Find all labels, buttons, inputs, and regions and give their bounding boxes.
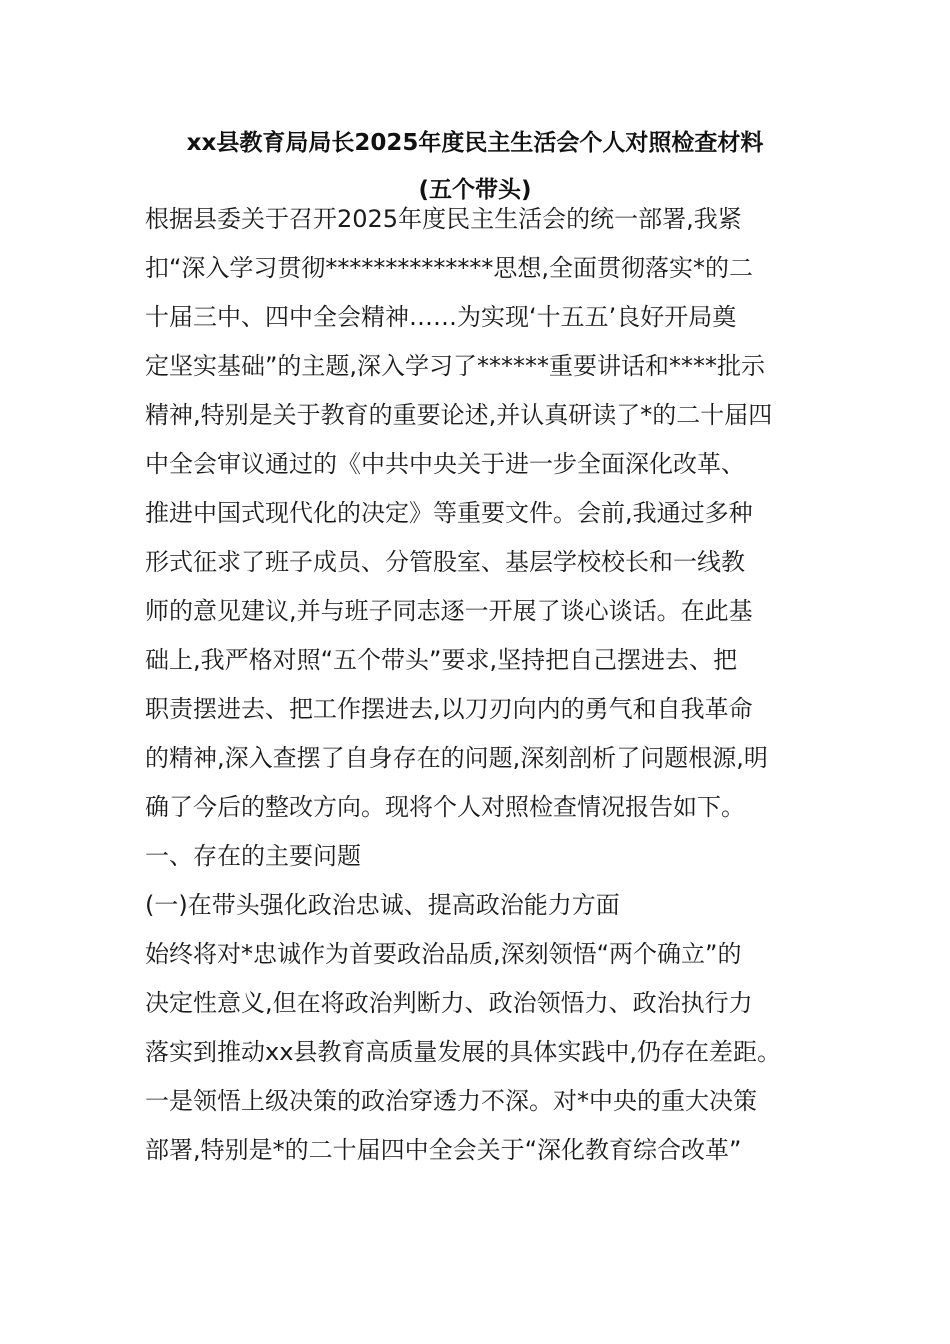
body-line: 推进中国式现代化的决定》等重要文件。会前,我通过多种 (145, 499, 753, 527)
body-line: 师的意见建议,并与班子同志逐一开展了谈心谈话。在此基 (145, 597, 753, 625)
body-line: 中全会审议通过的《中共中央关于进一步全面深化改革、 (145, 450, 745, 478)
body-line: 落实到推动xx县教育高质量发展的具体实践中,仍存在差距。 (145, 1038, 782, 1066)
body-line: 根据县委关于召开2025年度民主生活会的统一部署,我紧 (145, 205, 742, 233)
document-body (145, 195, 825, 1175)
body-line: 定坚实基础”的主题,深入学习了******重要讲话和****批示 (145, 352, 766, 380)
body-line: 扣“深入学习贯彻**************思想,全面贯彻落实*的二 (145, 254, 754, 282)
body-line: 部署,特别是*的二十届四中全会关于“深化教育综合改革” (145, 1136, 742, 1164)
body-line: 十届三中、四中全会精神……为实现‘十五五’良好开局奠 (145, 303, 737, 331)
body-line: 的精神,深入查摆了自身存在的问题,深刻剖析了问题根源,明 (145, 744, 768, 772)
document-title: xx县教育局局长2025年度民主生活会个人对照检查材料 (186, 130, 764, 156)
body-line: 决定性意义,但在将政治判断力、政治领悟力、政治执行力 (145, 989, 753, 1017)
subsection-heading: (一)在带头强化政治忠诚、提高政治能力方面 (145, 891, 620, 919)
document-subtitle: (五个带头) (418, 177, 532, 203)
body-line: 形式征求了班子成员、分管股室、基层学校校长和一线教 (145, 548, 745, 576)
body-line: 职责摆进去、把工作摆进去,以刀刃向内的勇气和自我革命 (145, 695, 753, 723)
body-line: 始终将对*忠诚作为首要政治品质,深刻领悟“两个确立”的 (145, 940, 742, 968)
body-line: 一是领悟上级决策的政治穿透力不深。对*中央的重大决策 (145, 1087, 757, 1115)
body-line: 精神,特别是关于教育的重要论述,并认真研读了*的二十届四 (145, 401, 773, 429)
body-line: 确了今后的整改方向。现将个人对照检查情况报告如下。 (145, 793, 745, 821)
section-heading: 一、存在的主要问题 (145, 842, 361, 870)
body-line: 础上,我严格对照“五个带头”要求,坚持把自己摆进去、把 (145, 646, 738, 674)
